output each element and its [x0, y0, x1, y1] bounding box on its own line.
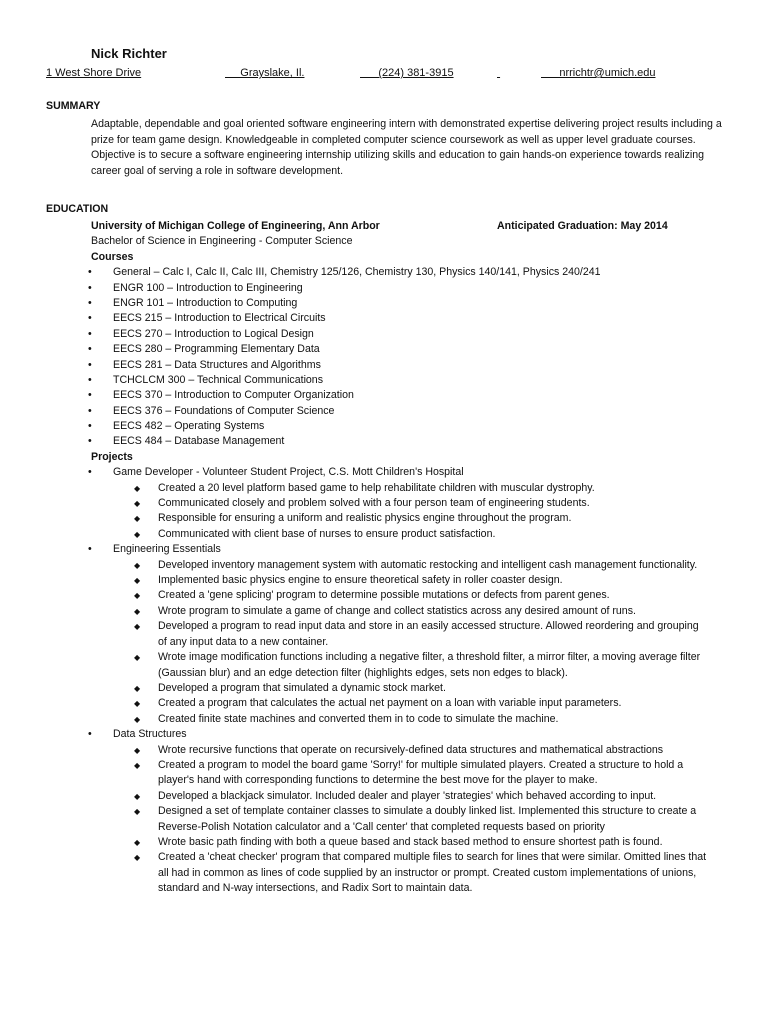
- project-detail-item: [134, 511, 710, 526]
- email: nrrichtr@umich.edu: [541, 67, 656, 79]
- education-heading: EDUCATION: [46, 203, 109, 215]
- school-name: University of Michigan College of Engineering, Ann Arbor: [91, 220, 380, 232]
- bullet-icon: •: [88, 343, 92, 356]
- course-item: [88, 327, 731, 342]
- project-detail-item: [134, 804, 710, 835]
- project-detail-item: [134, 696, 710, 711]
- project-list: [88, 465, 731, 896]
- diamond-bullet-icon: ◆: [134, 576, 141, 586]
- course-label: EECS 270 – Introduction to Logical Design: [113, 327, 314, 340]
- project-detail-text: Responsible for ensuring a uniform and realistic physics engine throughout the program.: [158, 512, 572, 525]
- course-list: [88, 265, 731, 450]
- project-title-label: Game Developer - Volunteer Student Project, C.S. Mott Children's Hospital: [113, 466, 464, 479]
- project-detail-text: Created a program that calculates the actual net payment on a loan with variable input parameters.: [158, 697, 622, 710]
- project-detail-text: Created finite state machines and converted them in to code to simulate the machine.: [158, 712, 559, 725]
- separator: [497, 67, 500, 79]
- diamond-bullet-icon: ◆: [134, 683, 141, 693]
- bullet-icon: •: [88, 466, 92, 479]
- project-detail-text: Communicated with client base of nurses to ensure product satisfaction.: [158, 527, 496, 540]
- project-detail-text: Developed a program that simulated a dynamic stock market.: [158, 681, 446, 694]
- project-title: [88, 542, 731, 557]
- project-detail-item: [134, 481, 710, 496]
- project-detail-text: Implemented basic physics engine to ensure theoretical safety in roller coaster design.: [158, 574, 563, 587]
- course-item: [88, 358, 731, 373]
- diamond-bullet-icon: ◆: [134, 653, 141, 663]
- project-detail-text: Wrote image modification functions including a negative filter, a threshold filter, a mirror filter, a moving average filter (Gaussian blur) and an edge detection filter (highlights edges, sets non edges to black).: [158, 651, 701, 679]
- course-item: [88, 373, 731, 388]
- project-detail-item: [134, 527, 710, 542]
- course-item: [88, 434, 731, 449]
- city: Grayslake, Il.: [225, 67, 305, 79]
- project-detail-item: [134, 573, 710, 588]
- project-detail-item: [134, 743, 710, 758]
- project-detail-item: [134, 850, 710, 896]
- graduation-date: Anticipated Graduation: May 2014: [497, 220, 668, 232]
- project-detail-item: [134, 681, 710, 696]
- course-item: [88, 265, 731, 280]
- course-label: EECS 484 – Database Management: [113, 435, 285, 448]
- project-detail-item: [134, 758, 710, 789]
- project-detail-text: Developed inventory management system with automatic restocking and intelligent cash management functionality.: [158, 558, 698, 571]
- school-row: [91, 219, 731, 234]
- projects-heading: Projects: [91, 450, 133, 463]
- project-detail-text: Wrote program to simulate a game of change and collect statistics across any desired amount of runs.: [158, 604, 636, 617]
- diamond-bullet-icon: ◆: [134, 560, 141, 570]
- diamond-bullet-icon: ◆: [134, 622, 141, 632]
- bullet-icon: •: [88, 728, 92, 741]
- project-title: [88, 465, 731, 480]
- project-title-label: Engineering Essentials: [113, 543, 221, 556]
- course-label: EECS 215 – Introduction to Electrical Circuits: [113, 312, 326, 325]
- project-detail-text: Created a 'cheat checker' program that compared multiple files to search for lines that were similar. Omitted lines that all had in common as lines of code supplied by an instructor or prompt. Created custom implementations of unions, standard and N-way intersections, and Radix Sort to maintain data.: [158, 851, 707, 895]
- project-detail-list: [91, 743, 731, 897]
- diamond-bullet-icon: ◆: [134, 483, 141, 493]
- course-label: EECS 280 – Programming Elementary Data: [113, 343, 320, 356]
- project-detail-text: Created a program to model the board game 'Sorry!' for multiple simulated players. Created a structure to hold a player's hand with corresponding functions to determine the best move for the player to make.: [158, 758, 684, 787]
- diamond-bullet-icon: ◆: [134, 745, 141, 755]
- course-label: EECS 281 – Data Structures and Algorithms: [113, 358, 321, 371]
- bullet-icon: •: [88, 327, 92, 340]
- course-label: TCHCLCM 300 – Technical Communications: [113, 373, 323, 386]
- diamond-bullet-icon: ◆: [134, 714, 141, 724]
- course-item: [88, 311, 731, 326]
- bullet-icon: •: [88, 404, 92, 417]
- diamond-bullet-icon: ◆: [134, 699, 141, 709]
- diamond-bullet-icon: ◆: [134, 853, 141, 863]
- phone: (224) 381-3915: [360, 67, 454, 79]
- project-detail-text: Created a 'gene splicing' program to determine possible mutations or defects from parent genes.: [158, 589, 610, 602]
- project-detail-item: [134, 558, 710, 573]
- diamond-bullet-icon: ◆: [134, 837, 141, 847]
- course-item: [88, 342, 731, 357]
- project-detail-text: Communicated closely and problem solved with a four person team of engineering students.: [158, 497, 590, 510]
- project-detail-item: [134, 588, 710, 603]
- project-detail-item: [134, 789, 710, 804]
- degree: Bachelor of Science in Engineering - Computer Science: [91, 235, 353, 248]
- project-detail-item: [134, 604, 710, 619]
- diamond-bullet-icon: ◆: [134, 606, 141, 616]
- bullet-icon: •: [88, 296, 92, 309]
- project-detail-text: Wrote recursive functions that operate on recursively-defined data structures and mathematical abstractions: [158, 743, 664, 756]
- course-item: [88, 388, 731, 403]
- course-label: EECS 370 – Introduction to Computer Organization: [113, 389, 354, 402]
- course-label: ENGR 100 – Introduction to Engineering: [113, 281, 303, 294]
- bullet-icon: •: [88, 435, 92, 448]
- bullet-icon: •: [88, 312, 92, 325]
- diamond-bullet-icon: ◆: [134, 807, 141, 817]
- diamond-bullet-icon: ◆: [134, 760, 141, 770]
- project-detail-text: Created a 20 level platform based game to help rehabilitate children with muscular dystrophy.: [158, 481, 595, 494]
- project-detail-list: [91, 481, 731, 543]
- course-label: General – Calc I, Calc II, Calc III, Chemistry 125/126, Chemistry 130, Physics 140/141, Physics 240/241: [113, 266, 601, 279]
- project-title-label: Data Structures: [113, 728, 187, 741]
- diamond-bullet-icon: ◆: [134, 514, 141, 524]
- bullet-icon: •: [88, 543, 92, 556]
- course-item: [88, 404, 731, 419]
- bullet-icon: •: [88, 281, 92, 294]
- courses-heading: Courses: [91, 250, 134, 263]
- project-detail-item: [134, 835, 710, 850]
- project-title: [88, 727, 731, 742]
- summary-text: Adaptable, dependable and goal oriented software engineering intern with demonstrated expertise delivering project results including a prize for team game design. Knowledgeable in completed computer science coursework as well as upper level graduate courses. Objective is to secure a software engineering internship utilizing skills and education to gain hands-on experience towards realizing career goal of serving a role in software development.: [91, 118, 722, 177]
- course-label: EECS 376 – Foundations of Computer Science: [113, 404, 335, 417]
- project-detail-item: [134, 712, 710, 727]
- project-detail-text: Developed a blackjack simulator. Included dealer and player 'strategies' which behaved according to input.: [158, 789, 657, 802]
- course-item: [88, 281, 731, 296]
- bullet-icon: •: [88, 420, 92, 433]
- education-section: [88, 219, 731, 897]
- diamond-bullet-icon: ◆: [134, 529, 141, 539]
- project-detail-item: [134, 650, 710, 681]
- applicant-name: Nick Richter: [91, 46, 167, 61]
- project-detail-text: Wrote basic path finding with both a queue based and stack based method to ensure shortest path is found.: [158, 835, 663, 848]
- bullet-icon: •: [88, 389, 92, 402]
- bullet-icon: •: [88, 358, 92, 371]
- project-detail-item: [134, 619, 710, 650]
- project-detail-text: Developed a program to read input data and store in an easily accessed structure. Allowed reordering and grouping of any input data to a new container.: [158, 620, 699, 648]
- diamond-bullet-icon: ◆: [134, 791, 141, 801]
- diamond-bullet-icon: ◆: [134, 499, 141, 509]
- bullet-icon: •: [88, 373, 92, 386]
- project-detail-item: [134, 496, 710, 511]
- course-item: [88, 419, 731, 434]
- course-item: [88, 296, 731, 311]
- course-label: ENGR 101 – Introduction to Computing: [113, 296, 298, 309]
- course-label: EECS 482 – Operating Systems: [113, 420, 265, 433]
- project-detail-text: Designed a set of template container classes to simulate a doubly linked list. Implemented this structure to create a Reverse-Polish Notation calculator and a 'Call center' that completed requests based on priority: [158, 805, 697, 833]
- bullet-icon: •: [88, 266, 92, 279]
- address: 1 West Shore Drive: [46, 67, 142, 79]
- project-detail-list: [91, 558, 731, 727]
- diamond-bullet-icon: ◆: [134, 591, 141, 601]
- summary-heading: SUMMARY: [46, 100, 101, 112]
